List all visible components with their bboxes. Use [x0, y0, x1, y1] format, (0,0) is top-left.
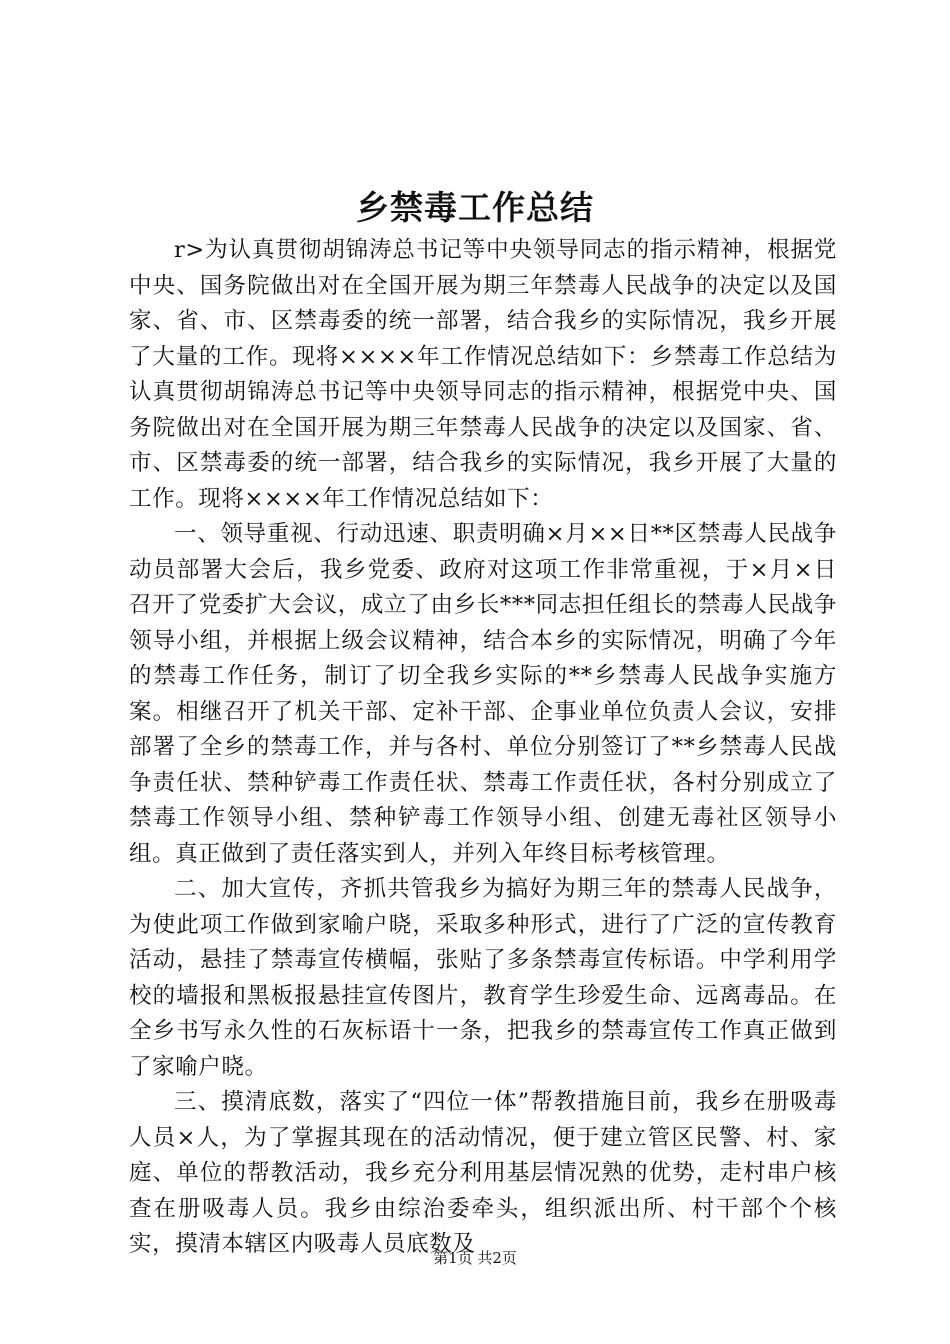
- page-footer: 第1页 共2页: [433, 1249, 517, 1267]
- paragraph-section-1: 一、领导重视、行动迅速、职责明确×月××日**区禁毒人民战争动员部署大会后，我乡党委、政府对这项工作非常重视，于×月×日召开了党委扩大会议，成立了由乡长***同志担任组长的禁毒人民战争领导小组，并根据上级会议精神，结合本乡的实际情况，明确了今年的禁毒工作任务，制订了切全我乡实际的**乡禁毒人民战争实施方案。相继召开了机关干部、定补干部、企事业单位负责人会议，安排部署了全乡的禁毒工作，并与各村、单位分别签订了**乡禁毒人民战争责任状、禁种铲毒工作责任状、禁毒工作责任状，各村分别成立了禁毒工作领导小组、禁种铲毒工作领导小组、创建无毒社区领导小组。真正做到了责任落实到人，并列入年终目标考核管理。: [129, 521, 837, 867]
- paragraph-section-2: 二、加大宣传，齐抓共管我乡为搞好为期三年的禁毒人民战争，为使此项工作做到家喻户晓，采取多种形式，进行了广泛的宣传教育活动，悬挂了禁毒宣传横幅，张贴了多条禁毒宣传标语。中学利用学校的墙报和黑板报悬挂宣传图片，教育学生珍爱生命、远离毒品。在全乡书写永久性的石灰标语十一条，把我乡的禁毒宣传工作真正做到了家喻户晓。: [129, 876, 837, 1080]
- paragraph-section-3: 三、摸清底数，落实了“四位一体”帮教措施目前，我乡在册吸毒人员×人，为了掌握其现在的活动情况，便于建立管区民警、村、家庭、单位的帮教活动，我乡充分利用基层情况熟的优势，走村串户核查在册吸毒人员。我乡由综治委牵头，组织派出所、村干部个个核实，摸清本辖区内吸毒人员底数及: [129, 1089, 837, 1257]
- document-title: 乡禁毒工作总结: [356, 188, 594, 227]
- document-body: [129, 233, 837, 1263]
- paragraph-intro: r>为认真贯彻胡锦涛总书记等中央领导同志的指示精神，根据党中央、国务院做出对在全国开展为期三年禁毒人民战争的决定以及国家、省、市、区禁毒委的统一部署，结合我乡的实际情况，我乡开展了大量的工作。现将××××年工作情况总结如下：乡禁毒工作总结为认真贯彻胡锦涛总书记等中央领导同志的指示精神，根据党中央、国务院做出对在全国开展为期三年禁毒人民战争的决定以及国家、省、市、区禁毒委的统一部署，结合我乡的实际情况，我乡开展了大量的工作。现将××××年工作情况总结如下：: [129, 237, 837, 512]
